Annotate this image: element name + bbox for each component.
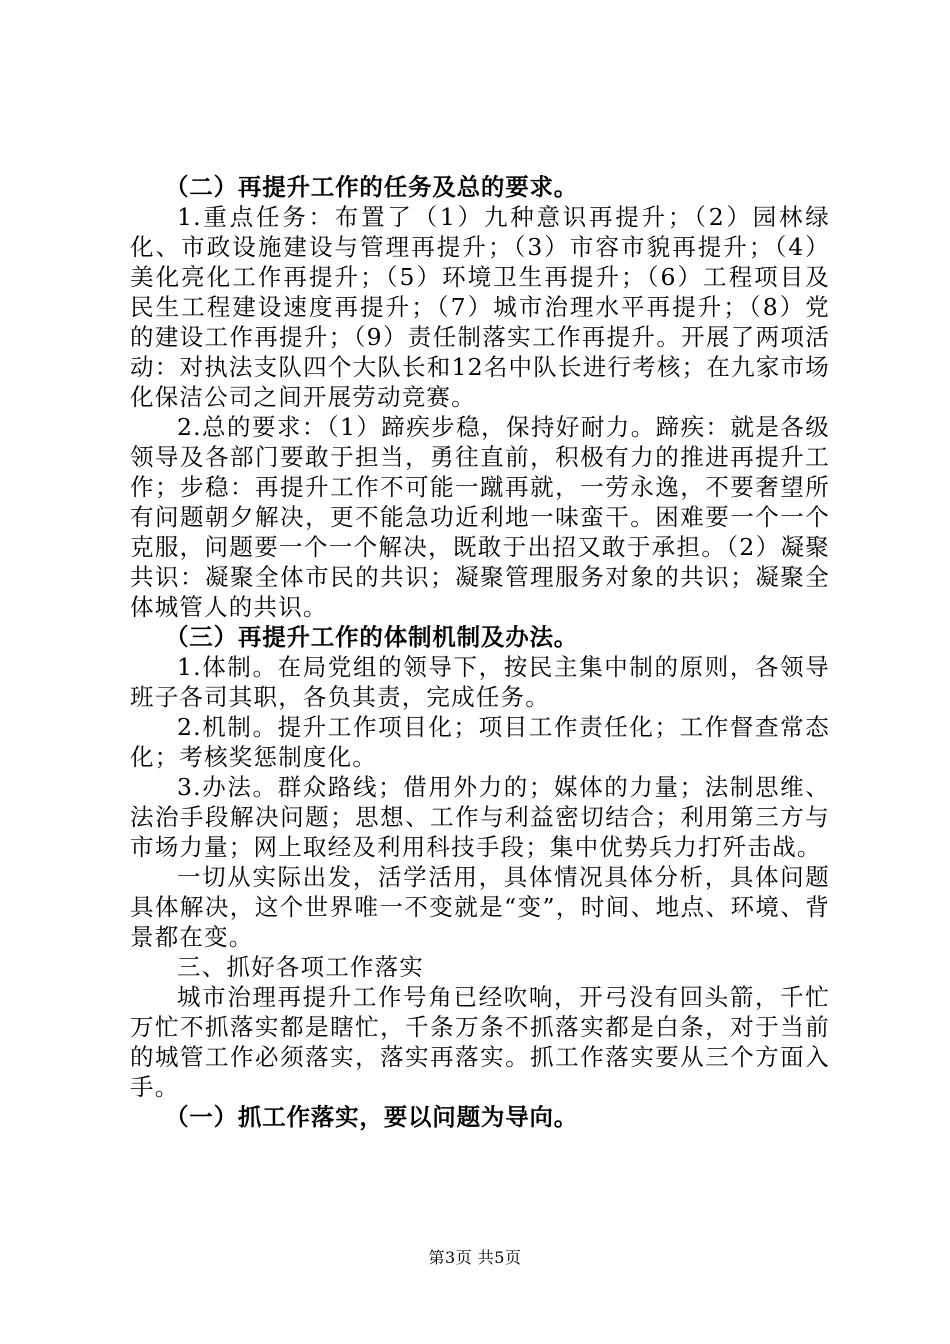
section-heading-implementation: 三、抓好各项工作落实 bbox=[177, 953, 424, 981]
paragraph-system: 1.体制。在局党组的领导下，按民主集中制的原则，各领导班子各司其职，各负其责，完成任务。 bbox=[130, 653, 830, 711]
paragraph-mechanism: 2.机制。提升工作项目化；项目工作责任化；工作督查常态化；考核奖惩制度化。 bbox=[130, 713, 830, 771]
paragraph-implementation: 城市治理再提升工作号角已经吹响，开弓没有回头箭，千忙万忙不抓落实都是瞎忙，千条万条不抓落实都是白条，对于当前的城管工作必须落实，落实再落实。抓工作落实要从三个方面入手。 bbox=[130, 983, 830, 1101]
paragraph-methods: 3.办法。群众路线；借用外力的；媒体的力量；法制思维、法治手段解决问题；思想、工作与利益密切结合；利用第三方与市场力量；网上取经及利用科技手段；集中优势兵力打歼击战。 bbox=[130, 773, 830, 861]
page-footer: 第3页 共5页 bbox=[428, 1248, 522, 1267]
subsection-heading-problem-oriented: （一）抓工作落实，要以问题为导向。 bbox=[165, 1103, 579, 1131]
subsection-heading-tasks: （二）再提升工作的任务及总的要求。 bbox=[165, 173, 579, 201]
subsection-heading-mechanisms: （三）再提升工作的体制机制及办法。 bbox=[165, 623, 579, 651]
paragraph-key-tasks: 1.重点任务：布置了（1）九种意识再提升；（2）园林绿化、市政设施建设与管理再提升；（3）市容市貌再提升；（4）美化亮化工作再提升；（5）环境卫生再提升；（6）工程项目及民生工程建设速度再提升；（7）城市治理水平再提升；（8）党的建设工作再提升；（9）责任制落实工作再提升。开展了两项活动：对执法支队四个大队长和12名中队长进行考核；在九家市场化保洁公司之间开展劳动竞赛。 bbox=[130, 203, 830, 411]
document-body bbox=[130, 172, 830, 1132]
paragraph-general-requirements: 2.总的要求：（1）蹄疾步稳，保持好耐力。蹄疾：就是各级领导及各部门要敢于担当，勇往直前，积极有力的推进再提升工作；步稳：再提升工作不可能一蹴再就，一劳永逸，不要奢望所有问题朝夕解决，更不能急功近利地一味蛮干。困难要一个一个克服，问题要一个一个解决，既敢于出招又敢于承担。（2）凝聚共识：凝聚全体市民的共识；凝聚管理服务对象的共识；凝聚全体城管人的共识。 bbox=[130, 413, 830, 621]
paragraph-practical: 一切从实际出发，活学活用，具体情况具体分析，具体问题具体解决，这个世界唯一不变就是“变”，时间、地点、环境、背景都在变。 bbox=[130, 863, 830, 951]
